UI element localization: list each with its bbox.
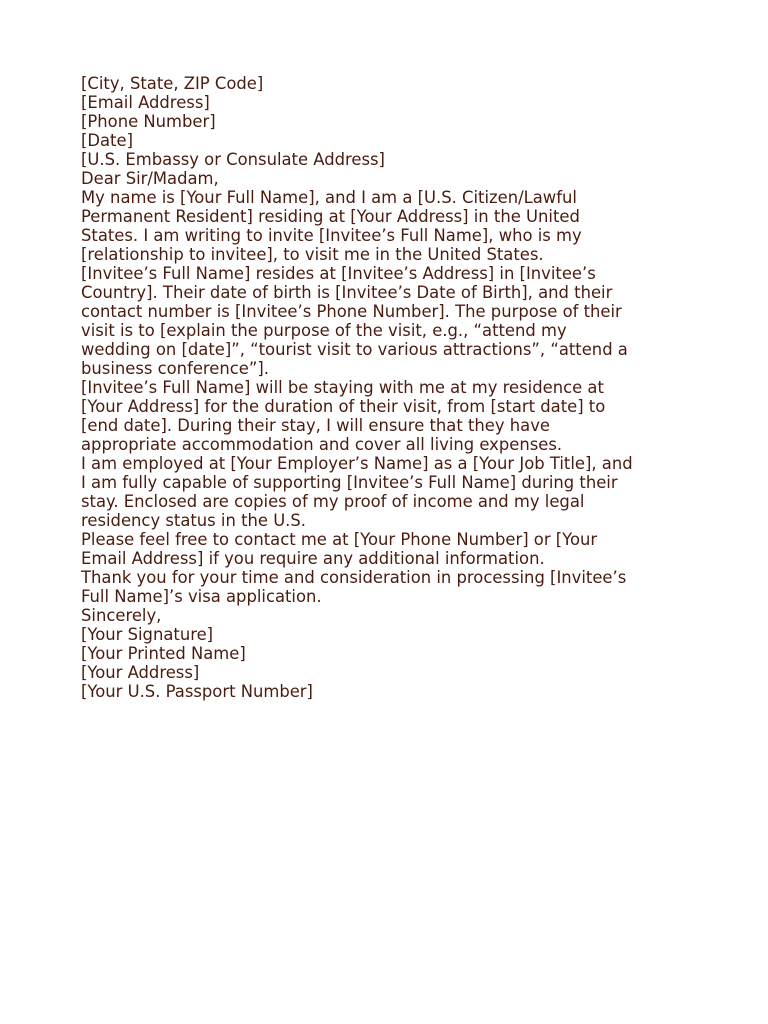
paragraph-line: My name is [Your Full Name], and I am a [U.S. Citizen/Lawful bbox=[81, 188, 577, 207]
paragraph-employment bbox=[81, 454, 701, 530]
paragraph-line: Permanent Resident] residing at [Your Address] in the United bbox=[81, 207, 580, 226]
signature-placeholder: [Your Signature] bbox=[81, 625, 214, 644]
paragraph-line: Country]. Their date of birth is [Invitee’s Date of Birth], and their bbox=[81, 283, 613, 302]
paragraph-line: Full Name]’s visa application. bbox=[81, 587, 322, 606]
paragraph-introduction bbox=[81, 188, 701, 264]
paragraph-line: [relationship to invitee], to visit me in the United States. bbox=[81, 245, 544, 264]
paragraph-contact bbox=[81, 530, 701, 568]
paragraph-line: [Your Address] for the duration of their visit, from [start date] to bbox=[81, 397, 606, 416]
paragraph-line: Email Address] if you require any additional information. bbox=[81, 549, 545, 568]
paragraph-thanks bbox=[81, 568, 701, 606]
paragraph-line: wedding on [date]”, “tourist visit to various attractions”, “attend a bbox=[81, 340, 628, 359]
paragraph-line: Thank you for your time and consideration in processing [Invitee’s bbox=[81, 568, 627, 587]
signer-address: [Your Address] bbox=[81, 663, 200, 682]
recipient-address: [U.S. Embassy or Consulate Address] bbox=[81, 150, 385, 169]
paragraph-line: [end date]. During their stay, I will ensure that they have bbox=[81, 416, 551, 435]
paragraph-line: appropriate accommodation and cover all living expenses. bbox=[81, 435, 563, 454]
paragraph-line: States. I am writing to invite [Invitee’s Full Name], who is my bbox=[81, 226, 582, 245]
closing: Sincerely, bbox=[81, 606, 162, 625]
paragraph-line: I am fully capable of supporting [Invitee’s Full Name] during their bbox=[81, 473, 618, 492]
paragraph-line: Please feel free to contact me at [Your Phone Number] or [Your bbox=[81, 530, 598, 549]
passport-number: [Your U.S. Passport Number] bbox=[81, 682, 313, 701]
paragraph-line: business conference”]. bbox=[81, 359, 269, 378]
invitation-letter bbox=[81, 74, 701, 701]
paragraph-line: residency status in the U.S. bbox=[81, 511, 307, 530]
sender-phone: [Phone Number] bbox=[81, 112, 216, 131]
paragraph-line: [Invitee’s Full Name] resides at [Invitee’s Address] in [Invitee’s bbox=[81, 264, 596, 283]
paragraph-line: visit is to [explain the purpose of the visit, e.g., “attend my bbox=[81, 321, 567, 340]
paragraph-line: contact number is [Invitee’s Phone Number]. The purpose of their bbox=[81, 302, 622, 321]
paragraph-accommodation bbox=[81, 378, 701, 454]
paragraph-line: I am employed at [Your Employer’s Name] as a [Your Job Title], and bbox=[81, 454, 633, 473]
paragraph-line: stay. Enclosed are copies of my proof of income and my legal bbox=[81, 492, 585, 511]
paragraph-invitee-details bbox=[81, 264, 701, 378]
paragraph-line: [Invitee’s Full Name] will be staying with me at my residence at bbox=[81, 378, 604, 397]
sender-email: [Email Address] bbox=[81, 93, 210, 112]
sender-city-state-zip: [City, State, ZIP Code] bbox=[81, 74, 264, 93]
salutation: Dear Sir/Madam, bbox=[81, 169, 219, 188]
printed-name: [Your Printed Name] bbox=[81, 644, 246, 663]
letter-date: [Date] bbox=[81, 131, 133, 150]
